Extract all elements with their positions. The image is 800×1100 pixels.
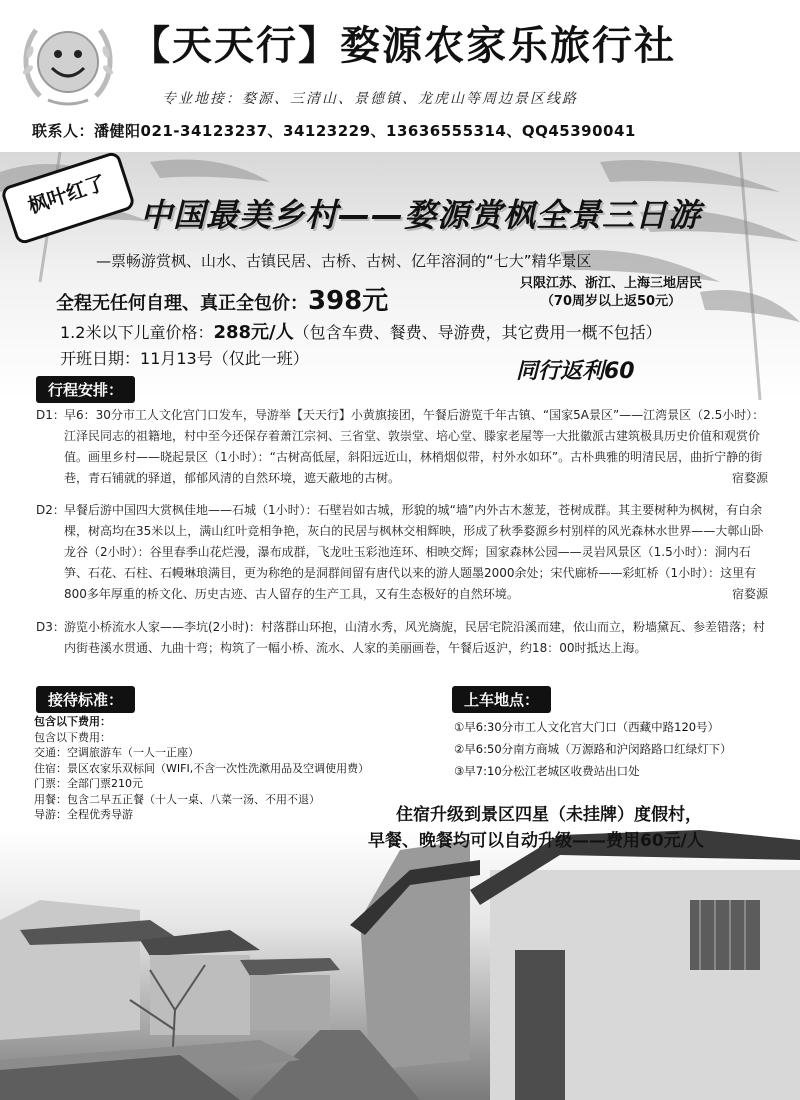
contact-info: 联系人：潘健阳021-34123237、34123229、13636555314、QQ45390041 <box>32 122 636 140</box>
peer-rebate: 同行返利60 <box>516 359 635 384</box>
day-description: 早餐后游中国四大赏枫佳地——石城（1小时）：石壁岩如古城，形貌的城“墙”内外古木葱茏，苍树成群。其主要树种为枫树，有白余棵，树高均在35米以上，满山红叶竞相争艳，灰白的民居与枫林交相辉映，形成了秋季婺源乡村别样的风光森林水世界——大鄣山卧龙谷（2小时）：谷里春季山花烂漫，瀑布成群，飞龙吐玉彩池连环、相映交辉；国家森林公园——灵岩风景区（1.5小时）：洞内石笋、石花、石柱、石幔琳琅满目，更为称绝的是洞群间留有唐代以来的游人题墨2000余处；宋代廊桥——彩虹桥（1小时）：这里有800多年厚重的桥文化、历史古迹、古人留存的生产工具，又有生态极好的自然环境。 <box>64 503 764 601</box>
itinerary-heading: 行程安排： <box>36 376 135 403</box>
service-standards-heading: 接待标准： <box>36 686 135 713</box>
day-description: 早6：30分市工人文化宫门口发车，导游举【天天行】小黄旗接团，午餐后游览千年古镇、“国家5A景区”——江湾景区（2.5小时）：江泽民同志的祖籍地，村中至今还保存着萧江宗祠、三省堂、敦崇堂、培心堂、滕家老屋等一大批徽派古建筑极具历史价值和观赏价值。画里乡村——晓起景区（1小时）：“古树高低屋，斜阳远近山，林梢烟似带，村外水如环”。古朴典雅的明清民居，曲折宁静的街巷，青石铺就的驿道，郁郁风清的自然环境，遮天蔽地的古树。 <box>64 408 765 485</box>
standard-line: 包含以下费用： <box>34 730 111 744</box>
day-1-block <box>36 405 768 489</box>
child-price-label: 1.2米以下儿童价格： <box>60 323 214 342</box>
residency-restriction <box>520 275 702 311</box>
day-description: 游览小桥流水人家——李坑(2小时)：村落群山环抱，山清水秀，风光旖旎，民居宅院沿溪而建，依山而立，粉墙黛瓦、参差错落；村内街巷溪水贯通、九曲十弯；构筑了一幅小桥、流水、人家的美丽画卷，午餐后返沪，约18：00时抵达上海。 <box>64 620 766 655</box>
pickup-points-list <box>454 716 774 782</box>
price-value: 398元 <box>308 286 389 316</box>
overnight-location: 宿婺源 <box>731 471 768 485</box>
pickup-point: ③早7:10分松江老城区收费站出口处 <box>454 764 640 778</box>
standard-line: 交通：空调旅游车（一人一正座） <box>34 746 199 759</box>
day-2-block <box>36 500 768 605</box>
price-line <box>56 280 388 317</box>
standard-line: 导游：全程优秀导游 <box>34 808 133 821</box>
upgrade-line: 住宿升级到景区四星（未挂牌）度假村， <box>396 805 702 825</box>
village-photo <box>0 830 800 1100</box>
day-label: D3： <box>36 620 65 634</box>
standard-line: 用餐：包含二早五正餐（十人一桌、八菜一汤、不用不退） <box>34 792 320 806</box>
tour-title: 中国最美乡村——婺源赏枫全景三日游 <box>140 196 702 234</box>
specialty-tagline: 专业地接：婺源、三清山、景德镇、龙虎山等周边景区线路 <box>162 91 578 107</box>
departure-value: 11月13号（仅此一班） <box>140 349 309 368</box>
day-label: D2： <box>36 503 65 517</box>
upgrade-line: 早餐、晚餐均可以自动升级——费用60元/人 <box>368 831 704 851</box>
maple-red-stamp: 枫叶红了 <box>0 150 136 245</box>
standard-line: 住宿：景区农家乐双标间（WIFI,不含一次性洗漱用品及空调使用费） <box>34 761 370 775</box>
standard-line: 门票：全部门票210元 <box>34 777 143 790</box>
pickup-point: ②早6:50分南方商城（万源路和沪闵路路口红绿灯下） <box>454 742 732 756</box>
restriction-line: 只限江苏、浙江、上海三地居民 <box>520 276 703 291</box>
day-3-block <box>36 617 768 659</box>
child-price-value: 288元/人 <box>213 322 294 343</box>
overnight-location: 宿婺源 <box>731 587 768 601</box>
departure-date-line <box>60 346 309 369</box>
pickup-point: ①早6:30分市工人文化宫大门口（西藏中路120号） <box>454 720 720 734</box>
smiley-laurel-icon <box>18 18 118 110</box>
day-label: D1： <box>36 408 65 422</box>
price-label: 全程无任何自理、真正全包价： <box>56 293 308 314</box>
pickup-points-heading: 上车地点： <box>452 686 551 713</box>
child-price-line <box>60 318 662 344</box>
child-price-note: （包含车费、餐费、导游费，其它费用一概不包括） <box>293 323 662 342</box>
departure-label: 开班日期： <box>60 349 141 368</box>
agency-name: 【天天行】婺源农家乐旅行社 <box>130 23 676 69</box>
included-header: 包含以下费用： <box>34 715 111 728</box>
accommodation-upgrade-note <box>368 802 704 854</box>
senior-rebate-note: （70周岁以上返50元） <box>540 294 682 309</box>
tour-subtitle: —票畅游赏枫、山水、古镇民居、古桥、古树、亿年溶洞的“七大”精华景区 <box>96 252 592 270</box>
